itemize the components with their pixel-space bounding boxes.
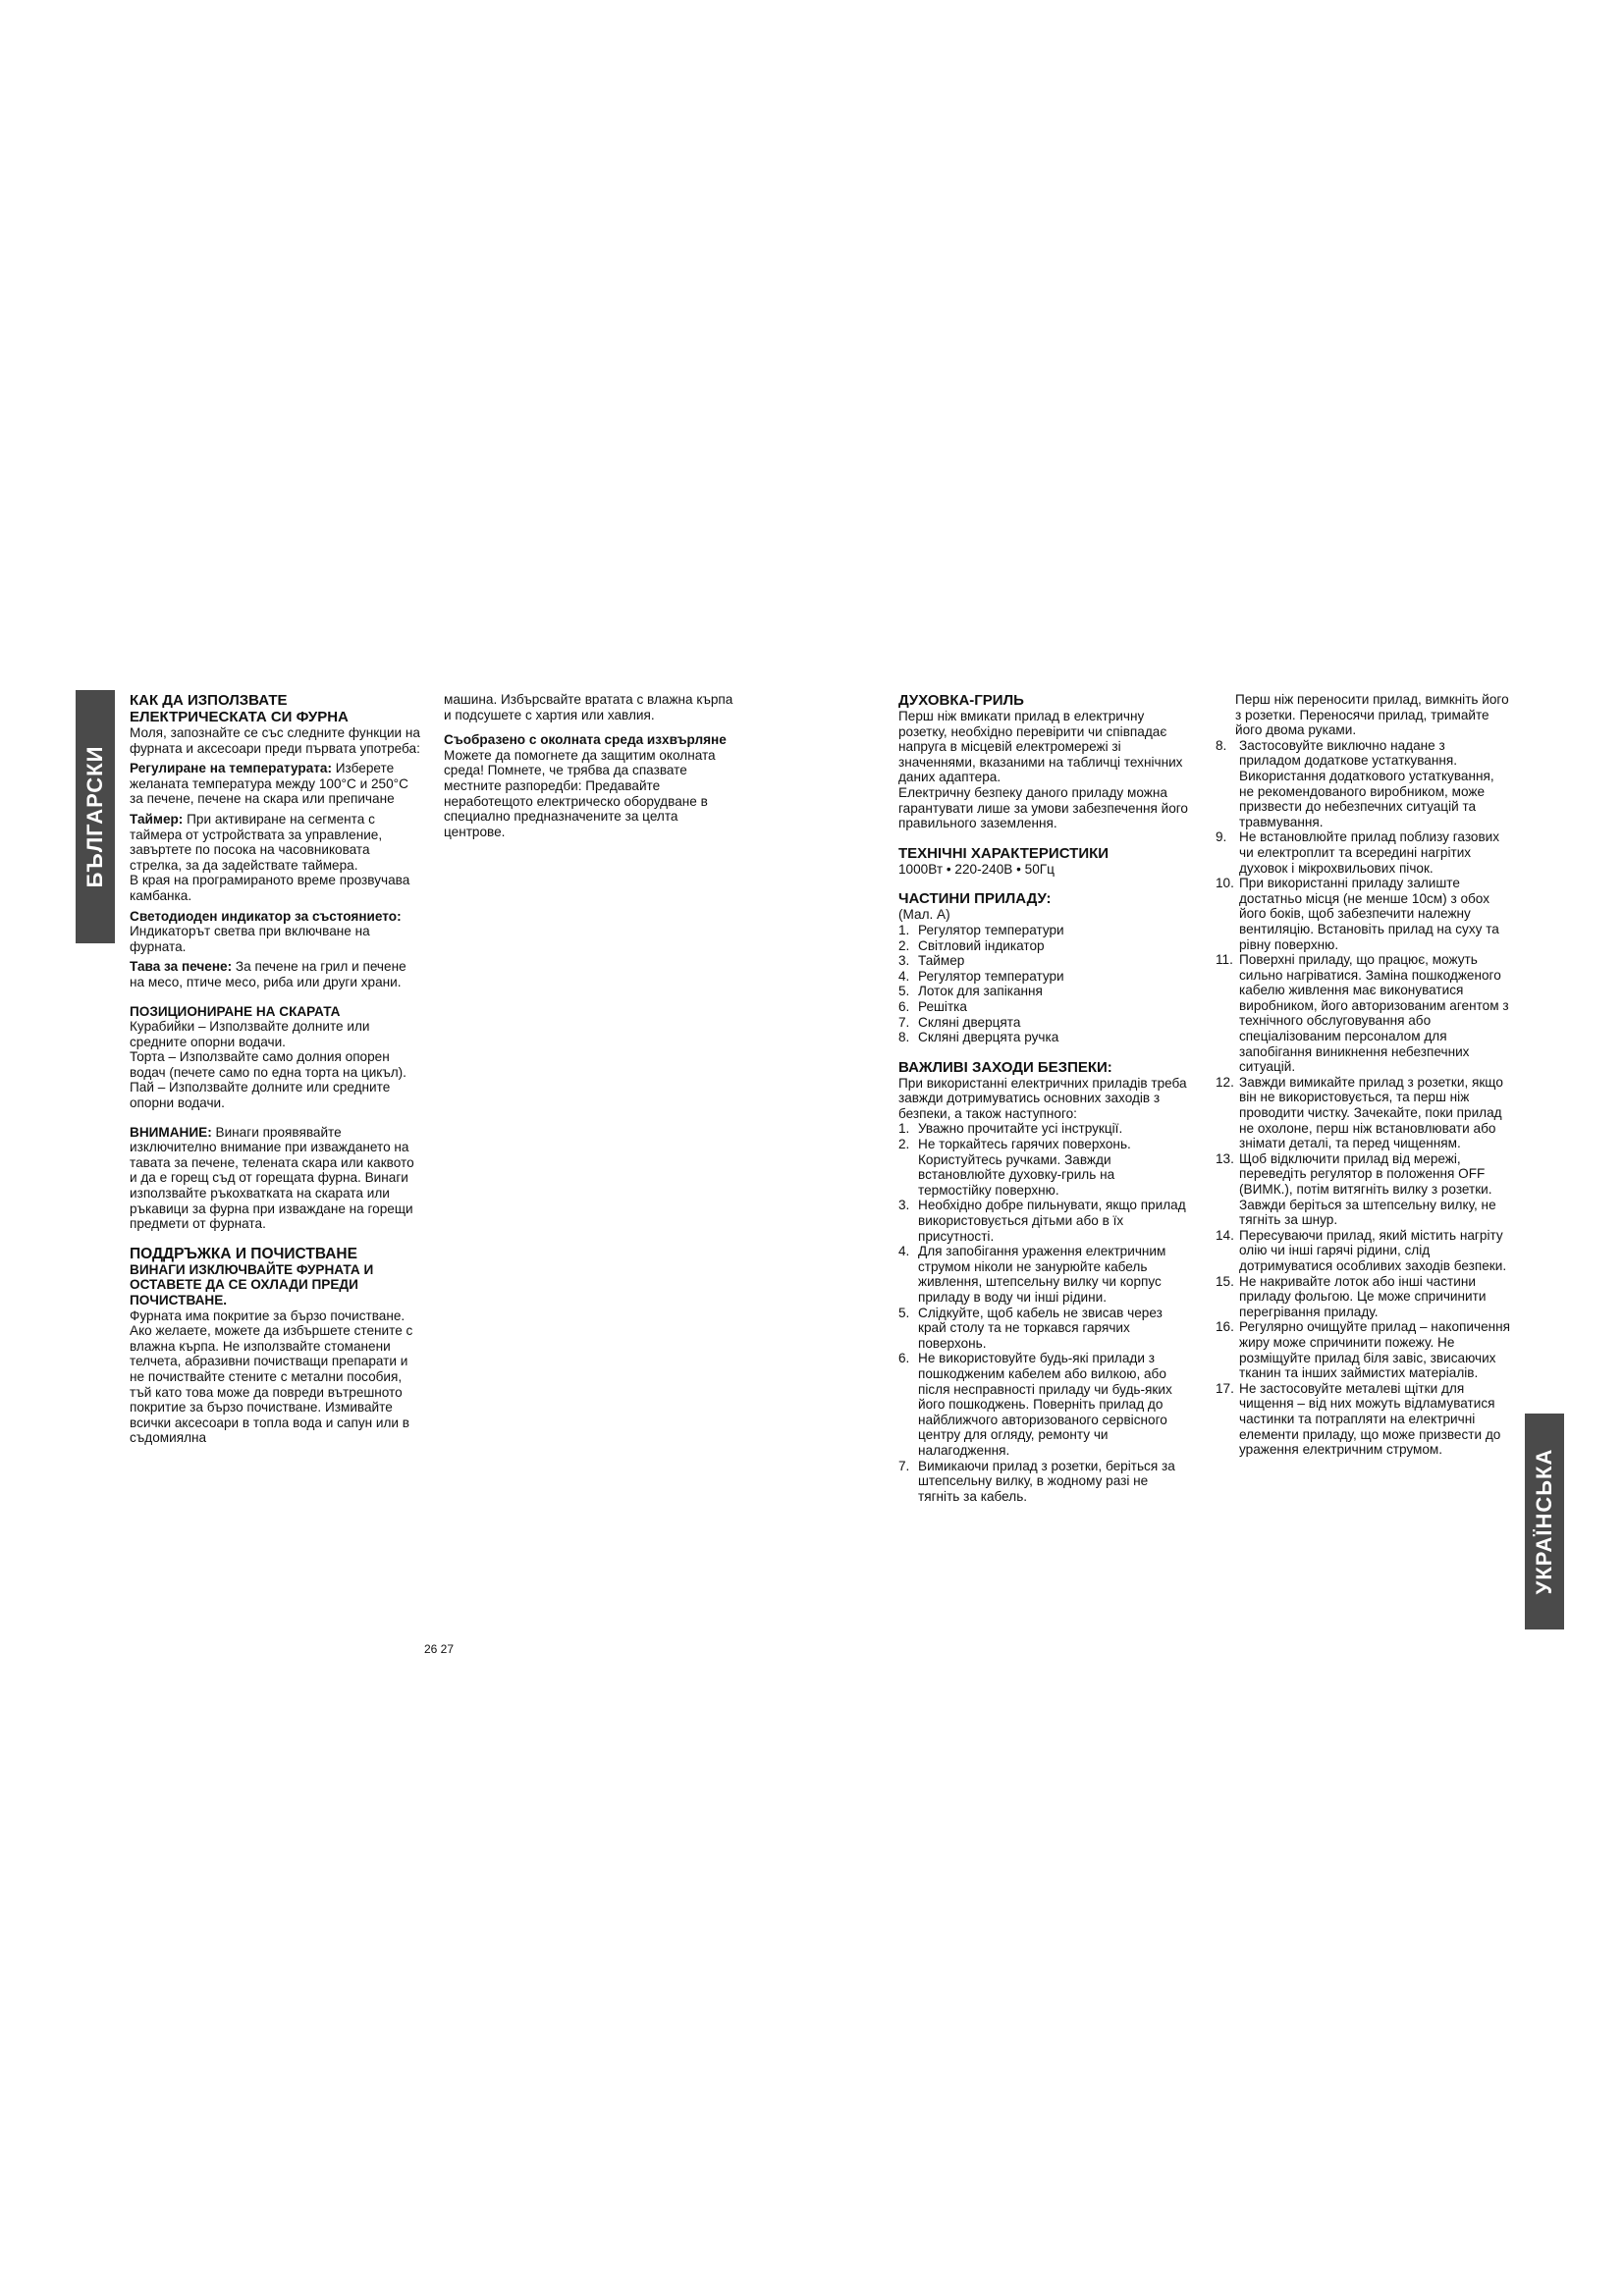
paragraph: Индикаторът светва при включване на фурната. [130,924,370,954]
paragraph: Тава за печене: За печене на грил и печене на месо, птиче месо, риба или други храни. [130,959,406,989]
paragraph: Електричну безпеку даного приладу можна гарантувати лише за умови забезпечення його правильного заземлення. [898,784,1188,831]
paragraph: ВНИМАНИЕ: Винаги проявявайте изключително внимание при изваждането на тавата за печене, телената скара или каквото и да е горещ съд от горещата фурна. Винаги използвайте ръкохватката на скарата или ръкавици за фурна при изваждане на горещи предмети от фурната. [130,1124,414,1232]
list-item-text: Решітка [918,998,967,1014]
list-item [898,984,1191,999]
list-item-text: Не встановлюйте прилад поблизу газових чи електроплит та всередині нагрітих духовок і мікрохвильових пічок. [1239,829,1500,876]
list-item-text: Регулятор температури [918,968,1064,984]
list-item-number: 10. [1216,876,1234,891]
language-tab-bulgarian [76,690,115,943]
term-label: Тава за печене: [130,959,233,975]
list-item [898,1198,1191,1244]
list-item-number: 13. [1216,1150,1234,1166]
section-title: ЧАСТИНИ ПРИЛАДУ: [898,890,1052,908]
list-item-number: 14. [1216,1227,1234,1243]
list-item-number: 11. [1216,952,1233,968]
list-item-number: 5. [898,1305,910,1320]
column-2 [444,692,740,839]
list-item-number: 6. [898,998,910,1014]
list-item-number: 17. [1216,1380,1234,1396]
column-3 [898,692,1191,1504]
list-item-number: 3. [898,953,910,969]
paragraph: В края на програмираното време прозвучава камбанка. [130,873,410,903]
list-item [898,1306,1191,1352]
list-item [898,1015,1191,1031]
list-item-text: Завжди вимикайте прилад з розетки, якщо він не використовується, та перш ніж проводити чистку. Зачекайте, поки прилад не охолоне, перш ніж встановлювати або знімати деталі, та перед чищенням. [1239,1074,1503,1151]
list-item [1216,1381,1510,1458]
list-item [1216,829,1510,876]
paragraph: Регулиране на температурата: Изберете желаната температура между 100°C и 250°C за печене, печене на скара или препичане [130,761,408,807]
list-item-text: Скляні дверцята ручка [918,1030,1059,1045]
list-item-text: Лоток для запікання [918,984,1043,999]
list-item [898,923,1191,938]
paragraph: Моля, запознайте се със следните функции на фурната и аксесоари преди първата употреба: [130,725,420,756]
paragraph: Таймер: При активиране на сегмента с таймера от устройствата за управление, завъртете по посока на часовниковата стрелка, за да задействате таймера. [130,811,383,873]
list-item [898,1137,1191,1198]
list-item-number: 16. [1216,1319,1234,1335]
list-item-number: 15. [1216,1273,1234,1289]
section-title: Съобразено с околната среда изхвърляне [444,732,727,748]
specifications: 1000Вт • 220-240В • 50Гц [898,861,1055,877]
section-title: ПОЗИЦИОНИРАНЕ НА СКАРАТА [130,1003,341,1019]
paragraph: Фурната има покритие за бързо почистване. Ако желаете, можете да избършете стените с влажна кърпа. Не използвайте стоманени телчета, абразивни почистващи препарати и не почиствайте стените с метални пособия, тъй като това може да повреди вътрешното покритие за бързо почистване. Измивайте всички аксесоари в топла вода и сапун или в съдомиялна [130,1308,413,1446]
list-item [1216,1151,1510,1228]
list-item-number: 12. [1216,1074,1234,1090]
list-item [898,1121,1191,1137]
column-1 [130,692,424,1446]
list-item-text: Не торкайтесь гарячих поверхонь. Користуйтесь ручками. Завжди встановлюйте духовку-гриль на термостійку поверхню. [918,1137,1131,1198]
list-item-number: 8. [1216,737,1227,753]
list-item-number: 7. [898,1014,910,1030]
list-item [898,1244,1191,1305]
paragraph: Перш ніж переносити прилад, вимкніть його з розетки. Переносячи прилад, тримайте його двома руками. [1235,692,1509,738]
list-item-text: Щоб відключити прилад від мережі, переведіть регулятор в положення OFF (ВИМК.), потім витягніть вилку з розетки. Завжди беріться за штепсельну вилку, не тягніть за шнур. [1239,1150,1496,1228]
list-item [1216,1274,1510,1320]
list-item [1216,876,1510,952]
list-item-number: 1. [898,1121,910,1137]
term-label: ВНИМАНИЕ: [130,1124,212,1140]
list-item-text: Світловий індикатор [918,937,1045,953]
list-item [898,969,1191,985]
list-item-number: 6. [898,1351,910,1366]
list-item-text: Уважно прочитайте усі інструкції. [918,1121,1123,1137]
list-item [1216,1319,1510,1380]
paragraph: Пай – Използвайте долните или средните опорни водачи. [130,1080,391,1111]
paragraph: машина. Избърсвайте вратата с влажна кърпа и подсушете с хартия или хавлия. [444,692,733,722]
term-label: Регулиране на температурата: [130,761,332,776]
section-title: ТЕХНІЧНІ ХАРАКТЕРИСТИКИ [898,844,1110,862]
list-item-text: Вимикаючи прилад з розетки, беріться за штепсельну вилку, в жодному разі не тягніть за кабель. [918,1458,1175,1504]
list-item-number: 7. [898,1458,910,1473]
paragraph: Можете да помогнете да защитим околната среда! Помнете, че трябва да спазвате местните разпоредби: Предавайте неработещото електрическо оборудване в специално предназначените за целта центрове. [444,747,716,839]
list-item-number: 3. [898,1198,910,1213]
list-item-text: Поверхні приладу, що працює, можуть сильно нагріватися. Заміна пошкодженого кабелю живлення має виконуватися виробником, його авторизованим агентом з технічного обслуговування або спеціалізованим персоналом для запобігання виникнення небезпечних ситуацій. [1239,952,1509,1075]
paragraph: Перш ніж вмикати прилад в електричну розетку, необхідно перевірити чи співпадає напруга в місцевій електромережі зі значеннями, вказаними на табличці технічних даних адаптера. [898,709,1183,785]
list-item-text: Застосовуйте виключно надане з приладом додаткове устаткування. Використання додаткового устаткування, не рекомендованого виробником, може призвести до небезпечних ситуацій та травмування. [1239,737,1494,829]
section-title: ПОДДРЪЖКА И ПОЧИСТВАНЕ [130,1245,357,1262]
list-item [1216,1075,1510,1151]
list-item-text: Необхідно добре пильнувати, якщо прилад використовується дітьми або в їх присутності. [918,1198,1186,1244]
section-title: ДУХОВКА-ГРИЛЬ [898,692,1024,709]
list-item [898,938,1191,954]
safety-list [898,1121,1191,1504]
section-title: ЕЛЕКТРИЧЕСКАТА СИ ФУРНА [130,709,349,725]
list-item [1216,738,1510,830]
list-item [898,1351,1191,1458]
list-item-number: 4. [898,1244,910,1259]
paragraph: Курабийки – Използвайте долните или средните опорни водачи. [130,1019,370,1049]
language-tab-label: УКРАЇНСЬКА [1532,1448,1556,1595]
section-title: КАК ДА ИЗПОЛЗВАТЕ [130,692,288,709]
list-item-number: 2. [898,937,910,953]
list-item-number: 9. [1216,829,1227,845]
list-item-text: Регулярно очищуйте прилад – накопичення жиру може спричинити пожежу. Не розміщуйте прилад біля завіс, звисаючих тканин та інших займистих матеріалів. [1239,1319,1511,1381]
list-item [898,999,1191,1015]
list-item-text: Регулятор температури [918,922,1064,937]
list-item-text: Не використовуйте будь-які прилади з пошкодженим кабелем або вилкою, або після несправності приладу чи будь-яких його пошкоджень. Поверніть прилад до найближчого авторизованого сервісного центру для огляду, ремонту чи налагодження. [918,1351,1172,1458]
list-item [1216,952,1510,1075]
list-item [898,1459,1191,1505]
list-item-number: 4. [898,968,910,984]
figure-reference: (Мал. А) [898,907,950,923]
parts-list [898,923,1191,1045]
list-item-text: Для запобігання ураження електричним струмом ніколи не занурюйте кабель живлення, штепсельну вилку чи корпус приладу в воду чи інші рідини. [918,1244,1166,1305]
list-item-text: Таймер [918,953,965,969]
list-item-text: При використанні приладу залиште достатньо місця (не менше 10см) з обох його боків, щоб забезпечити належну вентиляцію. Встановіть прилад на суху та рівну поверхню. [1239,876,1499,952]
list-item-number: 8. [898,1030,910,1045]
safety-list-continued [1216,738,1510,1458]
term-label: Светодиоден индикатор за състоянието: [130,908,402,924]
language-tab-ukrainian [1525,1414,1564,1629]
section-subtitle: ВИНАГИ ИЗКЛЮЧВАЙТЕ ФУРНАТА И ОСТАВЕТЕ ДА СЕ ОХЛАДИ ПРЕДИ ПОЧИСТВАНЕ. [130,1261,374,1308]
list-item [898,1030,1191,1045]
list-item-text: Скляні дверцята [918,1014,1021,1030]
list-item-number: 5. [898,984,910,999]
list-item-text: Не застосовуйте металеві щітки для чищення – від них можуть відламуватися частинки та потрапляти на електричні елементи приладу, що може призвести до ураження електричним струмом. [1239,1380,1501,1458]
list-item [1216,1228,1510,1274]
page-numbers: 26 27 [424,1642,455,1656]
paragraph: При використанні електричних приладів треба завжди дотримуватись основних заходів з безпеки, а також наступного: [898,1075,1187,1121]
list-item [898,953,1191,969]
list-item-number: 2. [898,1137,910,1152]
list-item-number: 1. [898,922,910,937]
list-item-text: Пересуваючи прилад, який містить нагріту олію чи інші гарячі рідини, слід дотримуватися особливих заходів безпеки. [1239,1227,1507,1273]
list-item-text: Слідкуйте, щоб кабель не звисав через край столу та не торкався гарячих поверхонь. [918,1305,1163,1351]
section-title: ВАЖЛИВІ ЗАХОДИ БЕЗПЕКИ: [898,1058,1112,1076]
term-label: Таймер: [130,811,184,827]
column-4 [1216,692,1510,1458]
language-tab-label: БЪЛГАРСКИ [82,745,107,888]
paragraph: Торта – Използвайте само долния опорен водач (печете само по една торта на цикъл). [130,1049,406,1080]
list-item-text: Не накривайте лоток або інші частини приладу фольгою. Це може спричинити перегрівання приладу. [1239,1273,1487,1319]
